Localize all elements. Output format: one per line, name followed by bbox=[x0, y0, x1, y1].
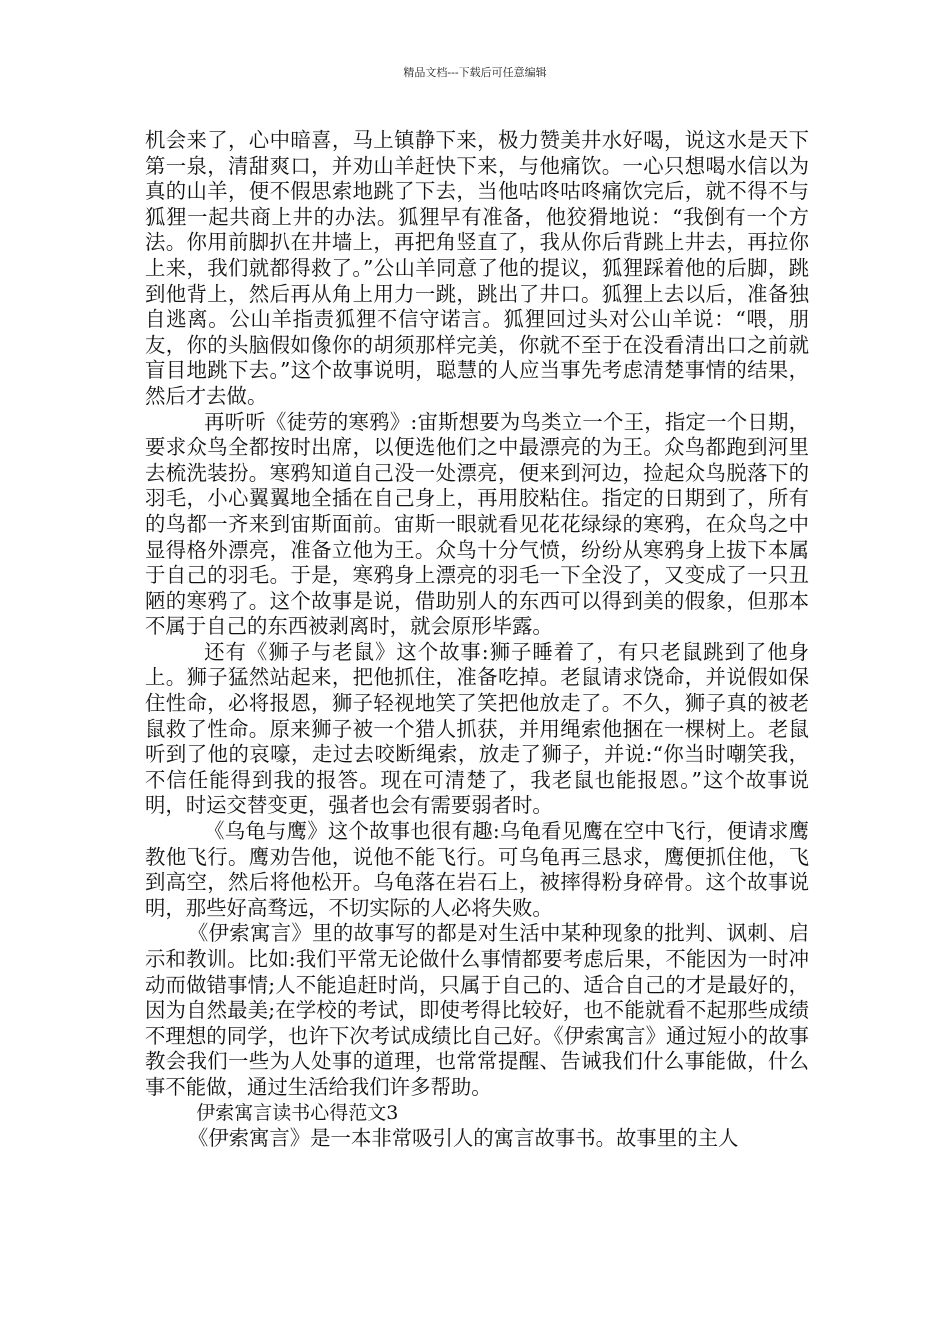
paragraph-tortoise-and-eagle: 《乌龟与鹰》这个故事也很有趣:乌龟看见鹰在空中飞行，便请求鹰教他飞行。鹰劝告他，说他不能飞行。可乌龟再三恳求，鹰便抓住他，飞到高空，然后将他松开。乌龟落在岩石上，被摔得粉身碎骨。这个故事说明，那些好高骛远，不切实际的人必将失败。 bbox=[145, 819, 809, 920]
paragraph-jackdaw: 再听听《徒劳的寒鸦》:宙斯想要为鸟类立一个王，指定一个日期，要求众鸟全都按时出席，以便选他们之中最漂亮的为王。众鸟都跑到河里去梳洗装扮。寒鸦知道自己没一处漂亮，便来到河边，捡起众鸟脱落下的羽毛，小心翼翼地全插在自己身上，再用胶粘住。指定的日期到了，所有的鸟都一齐来到宙斯面前。宙斯一眼就看见花花绿绿的寒鸦，在众鸟之中显得格外漂亮，准备立他为王。众鸟十分气愤，纷纷从寒鸦身上拔下本属于自己的羽毛。于是，寒鸦身上漂亮的羽毛一下全没了，又变成了一只丑陋的寒鸦了。这个故事是说，借助别人的东西可以得到美的假象，但那本不属于自己的东西被剥离时，就会原形毕露。 bbox=[145, 409, 809, 639]
paragraph-lion-and-mouse: 还有《狮子与老鼠》这个故事:狮子睡着了，有只老鼠跳到了他身上。狮子猛然站起来，把他抓住，准备吃掉。老鼠请求饶命，并说假如保住性命，必将报恩，狮子轻视地笑了笑把他放走了。不久，狮子真的被老鼠救了性命。原来狮子被一个猎人抓获，并用绳索他捆在一棵树上。老鼠听到了他的哀嚎，走过去咬断绳索，放走了狮子，并说:“你当时嘲笑我，不信任能得到我的报答。现在可清楚了，我老鼠也能报恩。”这个故事说明，时运交替变更，强者也会有需要弱者时。 bbox=[145, 639, 809, 818]
paragraph-intro-3: 《伊索寓言》是一本非常吸引人的寓言故事书。故事里的主人 bbox=[187, 1126, 739, 1151]
page-header: 精品文档---下载后可任意编辑 bbox=[403, 66, 547, 79]
paragraph-fox-and-goat: 机会来了，心中暗喜，马上镇静下来，极力赞美井水好喝，说这水是天下第一泉，清甜爽口，并劝山羊赶快下来，与他痛饮。一心只想喝水信以为真的山羊，便不假思索地跳了下去，当他咕咚咕咚痛饮完后，就不得不与狐狸一起共商上井的办法。狐狸早有准备，他狡猾地说：“我倒有一个方法。你用前脚扒在井墙上，再把角竖直了，我从你后背跳上井去，再拉你上来，我们就都得救了。”公山羊同意了他的提议，狐狸踩着他的后脚，跳到他背上，然后再从角上用力一跳，跳出了井口。狐狸上去以后，准备独自逃离。公山羊指责狐狸不信守诺言。狐狸回过头对公山羊说：“喂，朋友，你的头脑假如像你的胡须那样完美，你就不至于在没看清出口之前就盲目地跳下去。”这个故事说明，聪慧的人应当事先考虑清楚事情的结果，然后才去做。 bbox=[145, 128, 809, 408]
document-body bbox=[145, 128, 809, 1152]
section-heading: 伊索寓言读书心得范文3 bbox=[196, 1101, 399, 1124]
paragraph-summary: 《伊索寓言》里的故事写的都是对生活中某种现象的批判、讽刺、启示和教训。比如:我们平常无论做什么事情都要考虑后果，不能因为一时冲动而做错事情;人不能追赶时尚，只属于自己的、适合自己的才是最好的，因为自然最美;在学校的考试，即使考得比较好，也不能就看不起那些成绩不理想的同学，也许下次考试成绩比自己好。《伊索寓言》通过短小的故事教会我们一些为人处事的道理，也常常提醒、告诫我们什么事能做，什么事不能做，通过生活给我们许多帮助。 bbox=[145, 921, 809, 1099]
